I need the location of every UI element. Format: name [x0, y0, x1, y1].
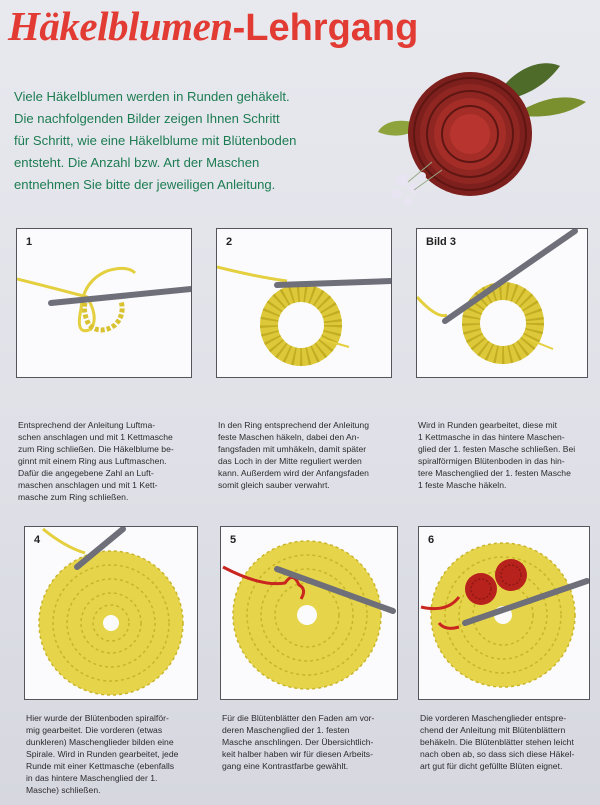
caption-line: Hier wurde der Blütenboden spiralför-: [26, 713, 169, 723]
step-label: 2: [226, 236, 233, 248]
intro-line: Die nachfolgenden Bilder zeigen Ihnen Schritt: [14, 111, 280, 126]
intro-line: entsteht. Die Anzahl bzw. Art der Maschen: [14, 155, 260, 170]
intro-line: Viele Häkelblumen werden in Runden gehäkelt.: [14, 89, 290, 104]
caption-line: masche zum Ring schließen.: [18, 492, 129, 502]
caption-line: ginnt mit einem Ring aus Luftmaschen.: [18, 456, 167, 466]
step-3-image: [416, 228, 588, 378]
caption-line: In den Ring entsprechend der Anleitung: [218, 420, 369, 430]
small-flower-icon: [391, 172, 426, 206]
step-label: 6: [428, 534, 435, 546]
crochet-hook-icon: [277, 281, 391, 285]
caption-line: Masche anschlingen. Der Übersichtlich-: [222, 737, 374, 747]
caption-line: gang eine Kontrastfarbe gewählt.: [222, 761, 349, 771]
step-5-image: [220, 526, 398, 700]
step-3-caption: [418, 419, 594, 491]
caption-line: feste Maschen häkeln, dabei den An-: [218, 432, 360, 442]
step-1-image: [16, 228, 192, 378]
caption-line: art gut für dicht gefüllte Blüten eignet.: [420, 761, 563, 771]
caption-line: nach oben ab, so dass sich diese Häkel-: [420, 749, 575, 759]
step-label: 1: [26, 236, 33, 248]
caption-line: tere Maschenglied der 1. festen Masche: [418, 468, 571, 478]
caption-line: 1 Kettmasche in das hintere Maschen-: [418, 432, 565, 442]
step-2-caption: [218, 419, 396, 491]
caption-line: Masche) schließen.: [26, 785, 101, 795]
caption-line: mig gearbeitet. Die vorderen (etwas: [26, 725, 163, 735]
step-label: 4: [34, 534, 41, 546]
intro-text: [14, 86, 384, 196]
caption-line: zum Ring schließen. Die Häkelblume be-: [18, 444, 174, 454]
caption-line: behäkeln. Die Blütenblätter stehen leicht: [420, 737, 574, 747]
caption-line: in das hintere Maschenglied der 1.: [26, 773, 158, 783]
step-4-image: [24, 526, 198, 700]
caption-line: Runde mit einer Kettmasche (ebenfalls: [26, 761, 175, 771]
caption-line: das Loch in der Mitte reguliert werden: [218, 456, 362, 466]
step-6-caption: [420, 712, 596, 772]
caption-line: glied der 1. festen Masche schließen. Bei: [418, 444, 576, 454]
caption-line: Entsprechend der Anleitung Luftma-: [18, 420, 156, 430]
caption-line: dunkleren) Maschenglieder bilden eine: [26, 737, 174, 747]
crochet-flower-photo: [372, 52, 594, 222]
intro-line: für Schritt, wie eine Häkelblume mit Blütenboden: [14, 133, 297, 148]
caption-line: deren Maschenglied der 1. festen: [222, 725, 350, 735]
title-part-1: Häkelblumen: [8, 3, 233, 49]
caption-line: schen anschlagen und mit 1 Kettmasche: [18, 432, 173, 442]
step-5-caption: [222, 712, 400, 772]
caption-line: Die vorderen Maschenglieder entspre-: [420, 713, 567, 723]
caption-line: fangsfaden mit umhäkeln, damit später: [218, 444, 367, 454]
step-2-image: [216, 228, 392, 378]
caption-line: keit halber haben wir für diesen Arbeits-: [222, 749, 373, 759]
step-4-caption: [26, 712, 202, 796]
step-6-image: [418, 526, 590, 700]
caption-line: spiralförmigen Blütenboden in das hin-: [418, 456, 565, 466]
step-1-caption: [18, 419, 196, 503]
caption-line: kann. Außerdem wird der Anfangsfaden: [218, 468, 369, 478]
crochet-hook-icon: [445, 231, 575, 321]
caption-line: 1 feste Masche häkeln.: [418, 480, 507, 490]
caption-line: Spirale. Wird in Runden gearbeitet, jede: [26, 749, 179, 759]
caption-line: Für die Blütenblätter den Faden am vor-: [222, 713, 375, 723]
crochet-hook-icon: [51, 289, 191, 303]
caption-line: Wird in Runden gearbeitet, diese mit: [418, 420, 558, 430]
page-title: [8, 2, 418, 50]
caption-line: Dafür die angegebene Zahl an Luft-: [18, 468, 154, 478]
caption-line: chend der Anleitung mit Blütenblättern: [420, 725, 566, 735]
step-label: Bild 3: [426, 236, 456, 248]
caption-line: somit gleich sauber verwahrt.: [218, 480, 330, 490]
intro-line: entnehmen Sie bitte der jeweiligen Anleitung.: [14, 177, 276, 192]
caption-line: maschen anschlagen und mit 1 Kett-: [18, 480, 158, 490]
title-part-2: -Lehrgang: [232, 7, 419, 49]
step-label: 5: [230, 534, 237, 546]
